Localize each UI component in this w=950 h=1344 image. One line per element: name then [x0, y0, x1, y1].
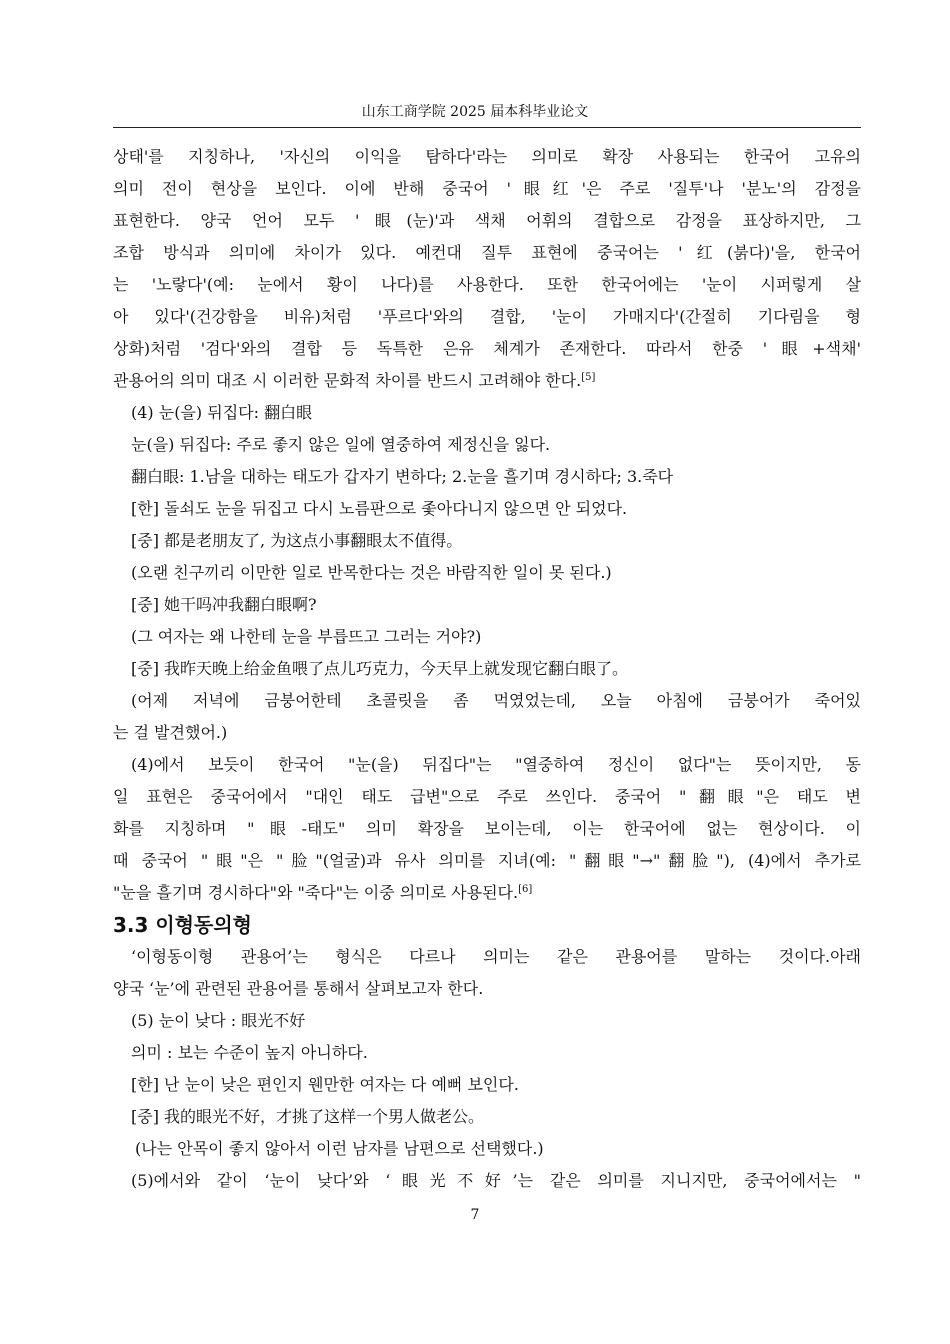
example-line: [한] 돌쇠도 눈을 뒤집고 다시 노름판으로 좇아다니지 않으면 안 되었다.: [131, 499, 628, 518]
example-line: [중] 我的眼光不好，才挑了这样一个男人做老公。: [131, 1107, 485, 1126]
page-number: 7: [470, 1207, 480, 1223]
paragraph-line: 때 중국어 "眼"은 "脸"(얼굴)과 유사 의미를 지녀(예: "翻眼"→"翻脸"), (4)에서 추가로: [113, 851, 861, 870]
body-text: [113, 141, 861, 1197]
example-5-title: (5) 눈이 낮다 : 眼光不好: [131, 1011, 306, 1030]
example-line: (어제 저녁에 금붕어한테 초콜릿을 좀 먹였었는데, 오늘 아침에 금붕어가 죽어있: [131, 691, 861, 710]
paragraph-line: ‘이형동이형 관용어’는 형식은 다르나 의미는 같은 관용어를 말하는 것이다.아래: [131, 947, 861, 966]
paragraph-line: 의미 전이 현상을 보인다. 이에 반해 중국어 '眼红'은 주로 '질투'나 '분노'의 감정을: [113, 179, 861, 198]
example-line: (오랜 친구끼리 이만한 일로 반목한다는 것은 바람직한 일이 못 된다.): [131, 563, 612, 582]
paragraph-line: 아 있다'(건강함을 비유)처럼 '푸르다'와의 결합, '눈이 가매지다'(간절히 기다림을 형: [113, 307, 861, 326]
paragraph-line: 표현한다. 양국 언어 모두 '眼(눈)'과 색채 어휘의 결합으로 감정을 표상하지만, 그: [113, 211, 861, 230]
paragraph-line: 화를 지칭하며 "眼-태도" 의미 확장을 보이는데, 이는 한국어에 없는 현상이다. 이: [113, 819, 861, 838]
paragraph-line: (4)에서 보듯이 한국어 "눈(을) 뒤집다"는 "열중하여 정신이 없다"는 뜻이지만, 동: [131, 755, 861, 774]
example-line: [한] 난 눈이 낮은 편인지 웬만한 여자는 다 예뻐 보인다.: [131, 1075, 519, 1094]
paragraph-line: 상화)처럼 '검다'와의 결합 등 독특한 은유 체계가 존재한다. 따라서 한중 '眼+색채': [113, 339, 861, 358]
example-line: 는 걸 발견했어.): [113, 723, 228, 742]
paragraph-line: 조합 방식과 의미에 차이가 있다. 예컨대 질투 표현에 중국어는 '红(붉다)'을, 한국어: [113, 243, 861, 262]
paragraph-text: 관용어의 의미 대조 시 이러한 문화적 차이를 반드시 고려해야 한다.: [113, 371, 582, 390]
example-line: [중] 她干吗冲我翻白眼啊?: [131, 595, 317, 614]
paragraph-line: 양국 ‘눈’에 관련된 관용어를 통해서 살펴보고자 한다.: [113, 979, 484, 998]
example-line: [중] 我昨天晚上给金鱼喂了点儿巧克力，今天早上就发现它翻白眼了。: [131, 659, 629, 678]
example-line: 翻白眼: 1.남을 대하는 태도가 갑자기 변하다; 2.눈을 흘기며 경시하다; 3.죽다: [131, 467, 674, 486]
citation-6: [6]: [518, 884, 533, 895]
paragraph-line: 는 '노랗다'(예: 눈에서 황이 나다)를 사용한다. 또한 한국어에는 '눈이 시퍼렇게 살: [113, 275, 861, 294]
example-line: 의미 : 보는 수준이 높지 아니하다.: [131, 1043, 368, 1062]
paragraph-line: 상태'를 지칭하나, '자신의 이익을 탐하다'라는 의미로 확장 사용되는 한국어 고유의: [113, 147, 861, 166]
example-line: [중] 都是老朋友了, 为这点小事翻眼太不值得。: [131, 531, 463, 550]
paragraph-line: (5)에서와 같이 ‘눈이 낮다’와 ‘眼光不好’는 같은 의미를 지니지만, 중국어에서는 ": [131, 1171, 861, 1190]
paragraph-line: 일 표현은 중국어에서 "대인 태도 급변"으로 주로 쓰인다. 중국어 "翻眼"은 태도 변: [113, 787, 861, 806]
paragraph-line: [113, 877, 861, 909]
paragraph-text: "눈을 흘기며 경시하다"와 "죽다"는 이중 의미로 사용된다.: [113, 883, 519, 902]
citation-5: [5]: [581, 372, 596, 383]
example-4-title: (4) 눈(을) 뒤집다: 翻白眼: [131, 403, 313, 422]
example-line: (나는 안목이 좋지 않아서 이런 남자를 남편으로 선택했다.): [135, 1139, 544, 1158]
running-header: 山东工商学院 2025 届本科毕业论文: [361, 104, 589, 120]
header-rule: [113, 127, 861, 128]
example-line: 눈(을) 뒤집다: 주로 좋지 않은 일에 열중하여 제정신을 잃다.: [131, 435, 551, 454]
section-heading: 3.3 이형동의형: [113, 913, 252, 937]
example-line: (그 여자는 왜 나한테 눈을 부릅뜨고 그러는 거야?): [131, 627, 482, 646]
paragraph-line: [113, 365, 861, 397]
